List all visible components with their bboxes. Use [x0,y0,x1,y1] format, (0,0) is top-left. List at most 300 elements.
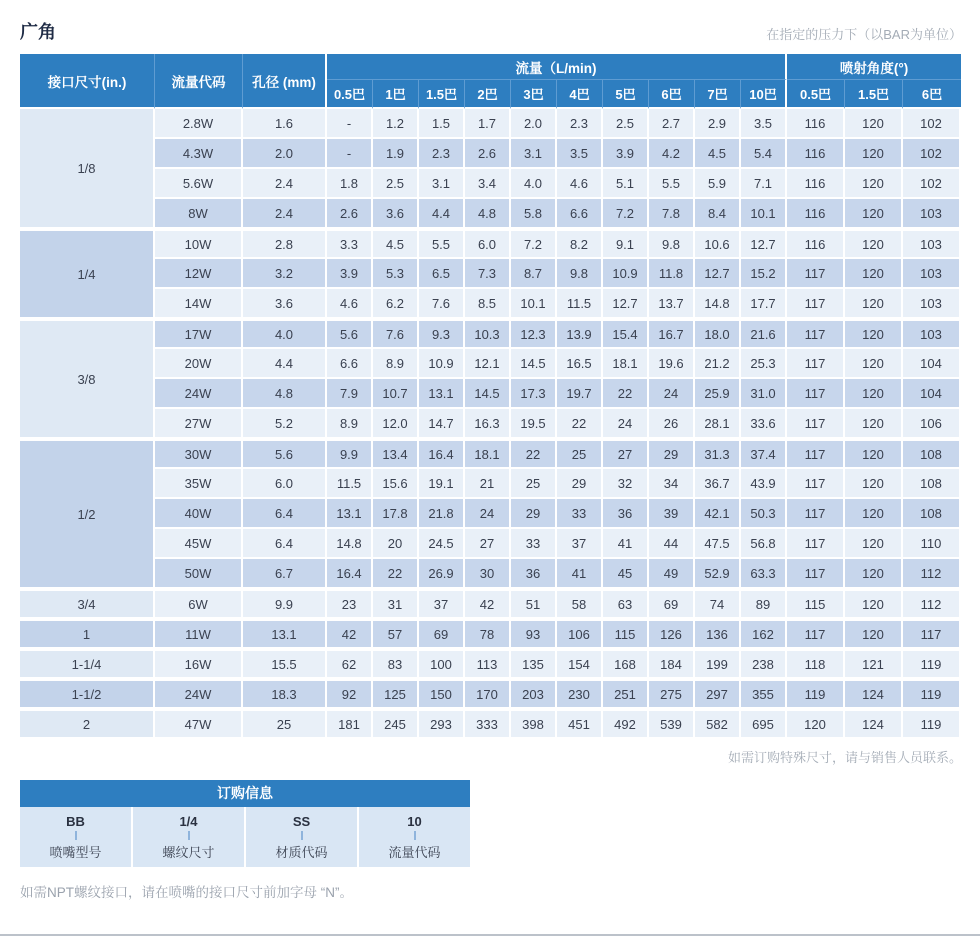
flow-cell: 2.3 [557,109,603,139]
angle-cell: 103 [903,199,961,229]
orifice-cell: 3.6 [243,289,327,319]
angle-cell: 120 [845,409,903,439]
ordering-item-code: 1/4 [179,813,198,829]
code-cell: 17W [155,319,243,349]
table-row [20,709,961,739]
code-cell: 47W [155,709,243,739]
flow-cell: 37 [419,589,465,619]
code-cell: 45W [155,529,243,559]
flow-cell: 93 [511,619,557,649]
table-row [20,679,961,709]
flow-cell: 2.7 [649,109,695,139]
flow-cell: 23 [327,589,373,619]
flow-cell: 5.6 [327,319,373,349]
flow-cell: 13.1 [419,379,465,409]
connector-line [188,831,190,840]
flow-cell: 8.5 [465,289,511,319]
flow-cell: 7.3 [465,259,511,289]
flow-cell: 27 [465,529,511,559]
flow-cell: 4.8 [465,199,511,229]
code-cell: 30W [155,439,243,469]
table-row [20,139,961,169]
angle-cell: 117 [787,319,845,349]
angle-cell: 120 [845,559,903,589]
flow-cell: 24 [465,499,511,529]
flow-pressure-header: 1巴 [373,80,419,109]
code-cell: 14W [155,289,243,319]
table-row [20,409,961,439]
angle-cell: 120 [845,529,903,559]
flow-cell: 10.1 [511,289,557,319]
angle-cell: 103 [903,289,961,319]
flow-cell: 3.3 [327,229,373,259]
flow-cell: 1.9 [373,139,419,169]
flow-cell: 100 [419,649,465,679]
angle-cell: 110 [903,529,961,559]
angle-cell: 120 [845,259,903,289]
flow-cell: 203 [511,679,557,709]
flow-cell: 5.1 [603,169,649,199]
angle-cell: 116 [787,139,845,169]
flow-cell: 36 [511,559,557,589]
orifice-cell: 4.8 [243,379,327,409]
flow-cell: 251 [603,679,649,709]
orifice-cell: 6.4 [243,529,327,559]
ordering-item-label: 喷嘴型号 [49,844,102,860]
flow-cell: 24 [649,379,695,409]
flow-cell: 162 [741,619,787,649]
flow-cell: 17.3 [511,379,557,409]
header-row-main [20,54,961,80]
table-row [20,589,961,619]
flow-cell: 44 [649,529,695,559]
table-row [20,199,961,229]
flow-cell: 10.7 [373,379,419,409]
flow-cell: 398 [511,709,557,739]
flow-cell: 106 [557,619,603,649]
flow-cell: 168 [603,649,649,679]
flow-cell: 2.5 [603,109,649,139]
flow-cell: 31 [373,589,419,619]
angle-cell: 117 [787,469,845,499]
size-cell: 3/4 [20,589,155,619]
flow-cell: 9.8 [649,229,695,259]
flow-cell: 18.1 [465,439,511,469]
flow-cell: 25.3 [741,349,787,379]
col-header-angle-group: 喷射角度(°) [787,54,961,80]
flow-cell: 2.3 [419,139,465,169]
angle-cell: 120 [845,469,903,499]
flow-cell: 12.7 [603,289,649,319]
flow-cell: 42 [327,619,373,649]
flow-cell: 12.0 [373,409,419,439]
col-header-size: 接口尺寸(in.) [20,54,155,109]
angle-cell: 103 [903,319,961,349]
angle-cell: 102 [903,169,961,199]
flow-cell: 15.4 [603,319,649,349]
flow-cell: 4.4 [419,199,465,229]
code-cell: 12W [155,259,243,289]
flow-cell: 17.7 [741,289,787,319]
flow-cell: 150 [419,679,465,709]
table-row [20,289,961,319]
angle-cell: 102 [903,139,961,169]
flow-cell: 4.2 [649,139,695,169]
flow-cell: 5.3 [373,259,419,289]
flow-cell: 7.6 [373,319,419,349]
flow-cell: 31.3 [695,439,741,469]
flow-cell: 9.3 [419,319,465,349]
flow-cell: 10.9 [603,259,649,289]
flow-cell: 39 [649,499,695,529]
size-cell: 1/2 [20,439,155,589]
flow-cell: 10.6 [695,229,741,259]
flow-cell: 4.6 [557,169,603,199]
flow-cell: 14.8 [327,529,373,559]
flow-cell: 8.4 [695,199,741,229]
orifice-cell: 5.2 [243,409,327,439]
flow-cell: 154 [557,649,603,679]
flow-cell: 62 [327,649,373,679]
table-row [20,169,961,199]
flow-cell: 22 [603,379,649,409]
angle-cell: 108 [903,499,961,529]
flow-cell: 89 [741,589,787,619]
angle-cell: 108 [903,469,961,499]
flow-cell: 18.0 [695,319,741,349]
flow-cell: 16.5 [557,349,603,379]
angle-cell: 120 [845,439,903,469]
orifice-cell: 13.1 [243,619,327,649]
flow-cell: 74 [695,589,741,619]
angle-cell: 108 [903,439,961,469]
flow-cell: 4.5 [695,139,741,169]
flow-cell: 63.3 [741,559,787,589]
orifice-cell: 5.6 [243,439,327,469]
flow-cell: 16.4 [327,559,373,589]
flow-cell: 297 [695,679,741,709]
table-row [20,379,961,409]
angle-cell: 120 [845,169,903,199]
flow-cell: 12.7 [741,229,787,259]
orifice-cell: 4.0 [243,319,327,349]
flow-cell: 51 [511,589,557,619]
flow-cell: 29 [649,439,695,469]
angle-cell: 116 [787,169,845,199]
orifice-cell: 2.4 [243,169,327,199]
flow-cell: 4.5 [373,229,419,259]
flow-cell: 3.4 [465,169,511,199]
flow-cell: 1.2 [373,109,419,139]
flow-cell: 5.4 [741,139,787,169]
flow-cell: 21 [465,469,511,499]
flow-cell: 3.5 [741,109,787,139]
orifice-cell: 6.4 [243,499,327,529]
flow-cell: 18.1 [603,349,649,379]
table-row [20,469,961,499]
flow-cell: 1.5 [419,109,465,139]
angle-cell: 116 [787,199,845,229]
flow-cell: 27 [603,439,649,469]
orifice-cell: 18.3 [243,679,327,709]
connector-line [75,831,77,840]
flow-cell: 2.6 [465,139,511,169]
ordering-info-body [20,807,470,867]
npt-thread-note: 如需NPT螺纹接口，请在喷嘴的接口尺寸前加字母 “N”。 [20,885,353,900]
flow-cell: 539 [649,709,695,739]
angle-cell: 120 [845,379,903,409]
flow-cell: 126 [649,619,695,649]
orifice-cell: 6.0 [243,469,327,499]
code-cell: 8W [155,199,243,229]
ordering-item-label: 材质代码 [275,844,328,860]
flow-cell: 184 [649,649,695,679]
angle-cell: 102 [903,109,961,139]
flow-cell: 199 [695,649,741,679]
angle-cell: 120 [845,289,903,319]
angle-pressure-header: 0.5巴 [787,80,845,109]
flow-cell: 25 [511,469,557,499]
code-cell: 40W [155,499,243,529]
flow-cell: 16.3 [465,409,511,439]
ordering-item-nozzle [20,807,133,867]
flow-cell: 21.8 [419,499,465,529]
flow-cell: 36.7 [695,469,741,499]
flow-cell: 25 [557,439,603,469]
flow-cell: 6.5 [419,259,465,289]
flow-cell: 6.0 [465,229,511,259]
angle-cell: 117 [787,349,845,379]
flow-cell: 15.2 [741,259,787,289]
flow-cell: 14.8 [695,289,741,319]
col-header-code: 流量代码 [155,54,243,109]
angle-cell: 120 [845,199,903,229]
flow-cell: 33.6 [741,409,787,439]
flow-cell: 10.3 [465,319,511,349]
flow-pressure-header: 4巴 [557,80,603,109]
code-cell: 27W [155,409,243,439]
angle-cell: 117 [787,559,845,589]
flow-cell: 26 [649,409,695,439]
flow-cell: 7.2 [511,229,557,259]
code-cell: 35W [155,469,243,499]
ordering-info-box [20,780,470,867]
flow-cell: 9.8 [557,259,603,289]
flow-cell: 22 [511,439,557,469]
flow-cell: 31.0 [741,379,787,409]
angle-cell: 121 [845,649,903,679]
flow-cell: 10.1 [741,199,787,229]
angle-cell: 117 [787,499,845,529]
flow-cell: 170 [465,679,511,709]
orifice-cell: 2.0 [243,139,327,169]
code-cell: 24W [155,379,243,409]
flow-pressure-header: 6巴 [649,80,695,109]
angle-cell: 117 [787,529,845,559]
angle-cell: 120 [845,499,903,529]
flow-cell: 17.8 [373,499,419,529]
flow-pressure-header: 3巴 [511,80,557,109]
size-cell: 1/8 [20,109,155,229]
angle-cell: 117 [787,259,845,289]
page-title: 广角 [20,22,56,42]
flow-cell: 5.8 [511,199,557,229]
flow-cell: 3.9 [327,259,373,289]
flow-cell: 13.1 [327,499,373,529]
flow-cell: 5.5 [419,229,465,259]
flow-cell: 2.0 [511,109,557,139]
size-cell: 1-1/4 [20,649,155,679]
flow-spec-table [20,54,961,739]
flow-cell: 37 [557,529,603,559]
table-row [20,529,961,559]
angle-pressure-header: 6巴 [903,80,961,109]
angle-cell: 120 [845,109,903,139]
flow-cell: 34 [649,469,695,499]
flow-cell: 29 [511,499,557,529]
flow-cell: 8.9 [373,349,419,379]
flow-pressure-header: 1.5巴 [419,80,465,109]
flow-cell: 293 [419,709,465,739]
angle-cell: 103 [903,229,961,259]
flow-cell: 13.4 [373,439,419,469]
flow-cell: 20 [373,529,419,559]
flow-cell: 50.3 [741,499,787,529]
flow-cell: 7.1 [741,169,787,199]
flow-cell: 36 [603,499,649,529]
flow-cell: 25.9 [695,379,741,409]
flow-cell: 24.5 [419,529,465,559]
flow-cell: 29 [557,469,603,499]
flow-cell: 12.7 [695,259,741,289]
flow-cell: 69 [419,619,465,649]
angle-cell: 120 [845,589,903,619]
flow-pressure-header: 0.5巴 [327,80,373,109]
flow-cell: 355 [741,679,787,709]
flow-cell: 12.1 [465,349,511,379]
pressure-unit-note: 在指定的压力下（以BAR为单位） [766,27,962,42]
title-row [20,12,962,44]
flow-cell: 9.9 [327,439,373,469]
flow-cell: 21.6 [741,319,787,349]
orifice-cell: 2.8 [243,229,327,259]
flow-cell: 16.4 [419,439,465,469]
flow-cell: 3.9 [603,139,649,169]
flow-cell: 47.5 [695,529,741,559]
flow-cell: 136 [695,619,741,649]
angle-cell: 119 [903,679,961,709]
angle-cell: 119 [787,679,845,709]
ordering-item-label: 螺纹尺寸 [162,844,215,860]
flow-cell: 69 [649,589,695,619]
ordering-info-title: 订购信息 [20,780,470,807]
orifice-cell: 15.5 [243,649,327,679]
flow-cell: 2.9 [695,109,741,139]
flow-cell: 83 [373,649,419,679]
flow-cell: 135 [511,649,557,679]
flow-cell: 49 [649,559,695,589]
orifice-cell: 9.9 [243,589,327,619]
flow-cell: 275 [649,679,695,709]
flow-cell: 41 [557,559,603,589]
flow-cell: 6.6 [557,199,603,229]
flow-cell: 13.7 [649,289,695,319]
flow-cell: 22 [373,559,419,589]
flow-cell: 3.6 [373,199,419,229]
code-cell: 6W [155,589,243,619]
flow-cell: 30 [465,559,511,589]
col-header-flow-group: 流量（L/min) [327,54,787,80]
angle-cell: 124 [845,709,903,739]
code-cell: 50W [155,559,243,589]
flow-cell: 21.2 [695,349,741,379]
table-row [20,649,961,679]
flow-cell: 3.5 [557,139,603,169]
flow-cell: 11.5 [327,469,373,499]
flow-cell: 78 [465,619,511,649]
code-cell: 24W [155,679,243,709]
flow-cell: 3.1 [419,169,465,199]
table-row [20,619,961,649]
flow-cell: 7.2 [603,199,649,229]
angle-cell: 112 [903,559,961,589]
orifice-cell: 6.7 [243,559,327,589]
angle-cell: 112 [903,589,961,619]
flow-cell: 3.1 [511,139,557,169]
flow-cell: 12.3 [511,319,557,349]
flow-cell: 45 [603,559,649,589]
flow-cell: 32 [603,469,649,499]
angle-cell: 118 [787,649,845,679]
angle-cell: 120 [845,619,903,649]
angle-cell: 104 [903,379,961,409]
flow-cell: 115 [603,619,649,649]
table-row [20,499,961,529]
angle-cell: 117 [787,289,845,319]
flow-cell: 10.9 [419,349,465,379]
code-cell: 5.6W [155,169,243,199]
angle-cell: 106 [903,409,961,439]
flow-cell: 7.6 [419,289,465,319]
col-header-orifice: 孔径 (mm) [243,54,327,109]
flow-cell: 7.9 [327,379,373,409]
flow-cell: 451 [557,709,603,739]
ordering-item-thread [133,807,246,867]
angle-cell: 120 [845,349,903,379]
flow-cell: 14.7 [419,409,465,439]
connector-line [414,831,416,840]
angle-cell: 120 [845,229,903,259]
flow-cell: 14.5 [511,349,557,379]
angle-cell: 104 [903,349,961,379]
angle-cell: 120 [845,139,903,169]
flow-pressure-header: 5巴 [603,80,649,109]
flow-cell: 33 [557,499,603,529]
flow-cell: 19.7 [557,379,603,409]
angle-cell: 117 [787,619,845,649]
bottom-divider [0,934,980,936]
flow-cell: 6.6 [327,349,373,379]
orifice-cell: 1.6 [243,109,327,139]
connector-line [301,831,303,840]
flow-cell: 238 [741,649,787,679]
flow-cell: 492 [603,709,649,739]
flow-cell: 33 [511,529,557,559]
flow-cell: 333 [465,709,511,739]
flow-cell: 15.6 [373,469,419,499]
flow-cell: 22 [557,409,603,439]
flow-cell: 63 [603,589,649,619]
